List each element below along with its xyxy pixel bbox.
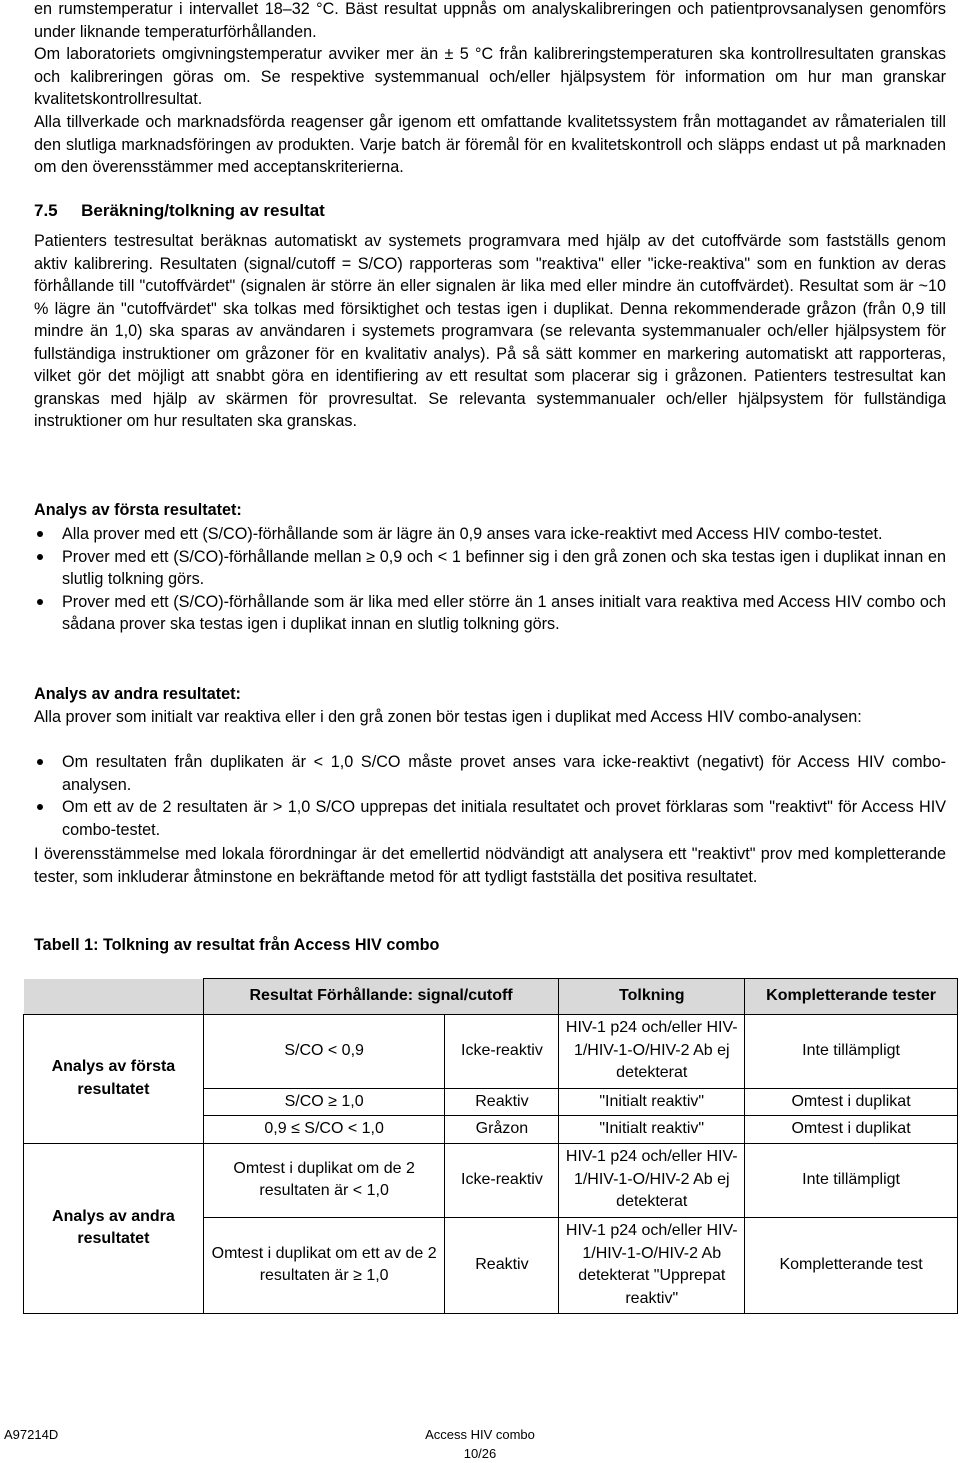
section-number: 7.5 <box>34 201 58 220</box>
status-cell: Reaktiv <box>445 1088 559 1116</box>
complementary-cell: Inte tillämpligt <box>745 1014 958 1088</box>
list-item: Om resultaten från duplikaten är < 1,0 S/CO måste provet anses vara icke-reaktivt (negativt) för Access HIV combo-analysen. <box>34 751 946 796</box>
status-cell: Gråzon <box>445 1116 559 1144</box>
interpretation-cell: "Initialt reaktiv" <box>559 1116 745 1144</box>
second-analysis-list <box>34 751 946 841</box>
section-body: Patienters testresultat beräknas automatiskt av systemets programvara med hjälp av det cutoffvärde som fastställs genom aktiv kalibrering. Resultaten (signal/cutoff = S/CO) rapporteras som "reaktiva" eller "icke-reaktiva" som en funktion av deras förhållande till "cutoffvärdet" (signalen är större än eller signalen är lika med eller mindre än cutoffvärdet). Resultat som är ~10 % lägre än "cutoffvärdet" ska tolkas med försiktighet och testas igen i duplikat. Denna rekommenderade gråzon (från 0,9 till mindre än 1,0) ska sparas av användaren i systemets programvara (se relevanta systemmanualer och/eller hjälpsystem för fullständiga instruktioner om gråzoner för en kvalitativ analys). På så sätt kommer en markering automatiskt att rapporteras, vilket gör det möjligt att snabbt göra en identifiering av ett resultat som placerar sig i gråzonen. Patienters testresultat kan granskas med hjälp av skärmen för provresultat. Se relevanta systemmanualer och/eller hjälpsystem för fullständiga instruktioner om hur resultaten ska granskas. <box>34 232 946 430</box>
table-row <box>24 1014 958 1088</box>
interpretation-cell: HIV-1 p24 och/eller HIV-1/HIV-1-O/HIV-2 Ab ej detekterat <box>559 1143 745 1217</box>
first-analysis-label: Analys av första resultatet <box>24 1014 204 1143</box>
intro-paragraph-1: en rumstemperatur i intervallet 18–32 °C. Bäst resultat uppnås om analyskalibreringen och patientprovsanalysen genomförs under liknande temperaturförhållanden. <box>34 0 946 41</box>
complementary-cell: Inte tillämpligt <box>745 1143 958 1217</box>
header-empty-cell <box>24 979 204 1015</box>
status-cell: Icke-reaktiv <box>445 1143 559 1217</box>
header-interpretation: Tolkning <box>559 979 745 1015</box>
bullet-icon <box>37 804 43 810</box>
bullet-icon <box>37 759 43 765</box>
header-complementary: Kompletterande tester <box>745 979 958 1015</box>
header-result: Resultat Förhållande: signal/cutoff <box>203 979 559 1015</box>
list-item: Om ett av de 2 resultaten är > 1,0 S/CO upprepas det initiala resultatet och provet förklaras som "reaktivt" för Access HIV combo-testet. <box>34 796 946 841</box>
section-heading <box>34 200 325 222</box>
ratio-cell: S/CO ≥ 1,0 <box>203 1088 445 1116</box>
ratio-cell: S/CO < 0,9 <box>203 1014 445 1088</box>
second-analysis-closing: I överensstämmelse med lokala förordningar är det emellertid nödvändigt att analysera ett "reaktivt" prov med kompletterande tester, som inkluderar åtminstone en bekräftande metod för att tydligt fastställa det positiva resultatet. <box>34 845 946 886</box>
bullet-icon <box>37 554 43 560</box>
table-row <box>24 1143 958 1217</box>
footer-page-number: 10/26 <box>463 1446 497 1461</box>
table-header-row <box>24 979 958 1015</box>
status-cell: Icke-reaktiv <box>445 1014 559 1088</box>
ratio-cell: 0,9 ≤ S/CO < 1,0 <box>203 1116 445 1144</box>
list-item: Alla prover med ett (S/CO)-förhållande som är lägre än 0,9 anses vara icke-reaktivt med Access HIV combo-testet. <box>34 523 946 546</box>
bullet-icon <box>37 599 43 605</box>
table-caption: Tabell 1: Tolkning av resultat från Access HIV combo <box>34 936 440 954</box>
list-item: Prover med ett (S/CO)-förhållande mellan ≥ 0,9 och < 1 befinner sig i den grå zonen och ska testas igen i duplikat innan en slutlig tolkning görs. <box>34 546 946 591</box>
status-cell: Reaktiv <box>445 1217 559 1313</box>
list-item: Prover med ett (S/CO)-förhållande som är lika med eller större än 1 anses initialt vara reaktiva med Access HIV combo och sådana prover ska testas igen i duplikat innan en slutlig tolkning görs. <box>34 591 946 636</box>
ratio-cell: Omtest i duplikat om ett av de 2 resultaten är ≥ 1,0 <box>203 1217 445 1313</box>
complementary-cell: Omtest i duplikat <box>745 1088 958 1116</box>
bullet-icon <box>37 531 43 537</box>
interpretation-cell: HIV-1 p24 och/eller HIV-1/HIV-1-O/HIV-2 Ab detekterat "Upprepat reaktiv" <box>559 1217 745 1313</box>
interpretation-cell: "Initialt reaktiv" <box>559 1088 745 1116</box>
complementary-cell: Kompletterande test <box>745 1217 958 1313</box>
complementary-cell: Omtest i duplikat <box>745 1116 958 1144</box>
first-analysis-heading: Analys av första resultatet: <box>34 501 242 519</box>
second-analysis-heading: Analys av andra resultatet: <box>34 685 241 703</box>
second-analysis-intro: Alla prover som initialt var reaktiva eller i den grå zonen bör testas igen i duplikat med Access HIV combo-analysen: <box>34 708 862 726</box>
footer-doc-id: A97214D <box>4 1427 59 1442</box>
interpretation-cell: HIV-1 p24 och/eller HIV-1/HIV-1-O/HIV-2 Ab ej detekterat <box>559 1014 745 1088</box>
ratio-cell: Omtest i duplikat om de 2 resultaten är < 1,0 <box>203 1143 445 1217</box>
results-table <box>23 978 958 1314</box>
intro-paragraph-3: Alla tillverkade och marknadsförda reagenser går igenom ett omfattande kvalitetssystem från mottagandet av råmaterialen till den slutliga marknadsföringen av produkten. Varje batch är föremål för en kvalitetskontroll och släpps endast ut på marknaden om den överensstämmer med acceptanskriterierna. <box>34 113 946 176</box>
section-title: Beräkning/tolkning av resultat <box>81 201 325 220</box>
intro-paragraph-2: Om laboratoriets omgivningstemperatur avviker mer än ± 5 °C från kalibreringstemperaturen ska kontrollresultaten granskas och kalibreringen göras om. Se respektive systemmanual och/eller hjälpsystem för information om hur man granskar kvalitetskontrollresultat. <box>34 45 946 108</box>
second-analysis-label: Analys av andra resultatet <box>24 1143 204 1313</box>
first-analysis-list <box>34 523 946 636</box>
footer-product: Access HIV combo <box>425 1427 535 1442</box>
